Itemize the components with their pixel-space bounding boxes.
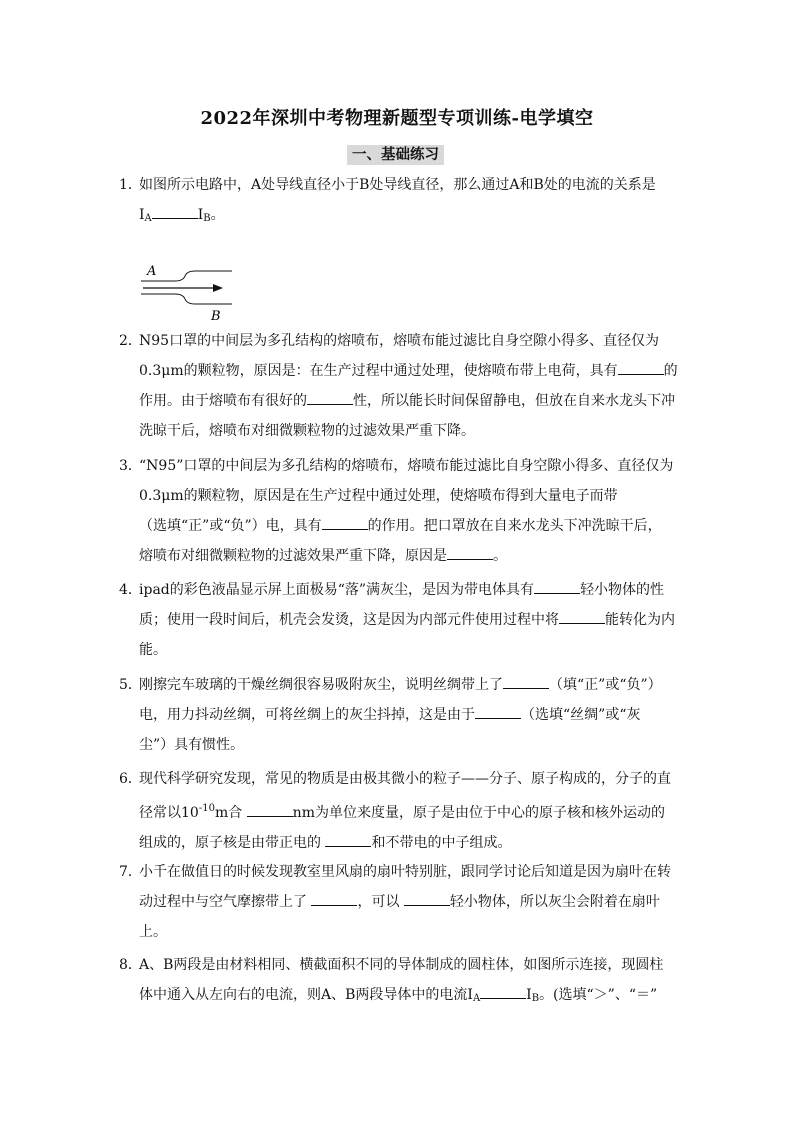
answer-blank[interactable] [247,802,293,817]
question-text: 如图所示电路中，A处导线直径小于B处导线直径，那么通过A和B处的电流的关系是 [139,177,656,193]
answer-blank[interactable] [325,832,371,847]
answer-blank[interactable] [307,390,353,405]
answer-blank[interactable] [475,704,521,719]
answer-blank[interactable] [534,579,580,594]
answer-blank[interactable] [404,891,450,906]
question-number: 6． [119,771,142,787]
question-7: 7． 小千在做值日的时候发现教室里风扇的扇叶特别脏，跟同学讨论后知道是因为扇叶在转 动过程中与空气摩擦带上了 ，可以 轻小物体，所以灰尘会附着在扇叶 上。 [119,857,685,947]
answer-blank[interactable] [311,891,357,906]
question-2: 2． N95口罩的中间层为多孔结构的熔喷布，熔喷布能过滤比自身空隙小得多、直径仅为 0.3μm的颗粒物，原因是：在生产过程中通过处理，使熔喷布带上电荷，具有 的 作用。由于熔喷布有很好的 性，所以能长时间保留静电，但放在自来水龙头下冲 洗晾干后，熔喷布对细微颗粒物的过滤效果严重下降。 [119,326,685,446]
question-number: 2． [119,333,142,349]
question-number: 3． [119,458,142,474]
answer-blank[interactable] [322,515,368,530]
question-1: 1． 如图所示电路中，A处导线直径小于B处导线直径，那么通过A和B处的电流的关系是 $I_A$ $I_B$。 [119,170,685,234]
answer-blank[interactable] [152,204,198,219]
answer-blank[interactable] [480,984,526,999]
question-6: 6． 现代科学研究发现，常见的物质是由极其微小的粒子——分子、原子构成的，分子的直 径常以$10^{-10}m$合 nm为单位来度量，原子是由位于中心的原子核和核外运动的 组成的，原子核是由带正电的 和不带电的中子组成。 [119,764,685,858]
question-number: 5． [119,677,142,693]
page-title: 2022年深圳中考物理新题型专项训练-电学填空 [200,108,594,129]
answer-blank[interactable] [503,674,549,689]
question-4: 4． ipad的彩色液晶显示屏上面极易“落”满灰尘，是因为带电体具有 轻小物体的性 质；使用一段时间后，机壳会发烫，这是因为内部元件使用过程中将 能转化为内 能。 [119,575,685,665]
question-3: 3． “N95”口罩的中间层为多孔结构的熔喷布，熔喷布能过滤比自身空隙小得多、直径仅为 0.3μm的颗粒物，原因是在生产过程中通过处理，使熔喷布得到大量电子而带 （选填“正”或“负”）电，具有 的作用。把口罩放在自来水龙头下冲洗晾干后， 熔喷布对细微颗粒物的过滤效果严重下降，原因是 。 [119,451,685,571]
question-5: 5． 刚擦完车玻璃的干燥丝绸很容易吸附灰尘，说明丝绸带上了 （填“正”或“负”） 电，用力抖动丝绸，可将丝绸上的灰尘抖掉，这是由于 （选填“丝绸”或“灰 尘”）具有惯性。 [119,670,685,760]
answer-blank[interactable] [559,609,605,624]
label-a: A [147,264,157,279]
wire-diagram [139,262,239,322]
answer-blank[interactable] [447,545,493,560]
question-number: 4． [119,582,142,598]
question-number: 7． [119,864,142,880]
question-8: 8． A、B两段是由材料相同、横截面积不同的导体制成的圆柱体，如图所示连接，现圆柱 体中通入从左向右的电流，则A、B两段导体中的电流$I_A$ $I_B$。(选填“＞”、“＝” [119,950,685,1014]
section-heading: 一、基础练习 [347,145,444,165]
question-number: 1． [119,177,142,193]
answer-blank[interactable] [618,360,664,375]
question-number: 8． [119,957,142,973]
label-b: B [211,309,221,322]
